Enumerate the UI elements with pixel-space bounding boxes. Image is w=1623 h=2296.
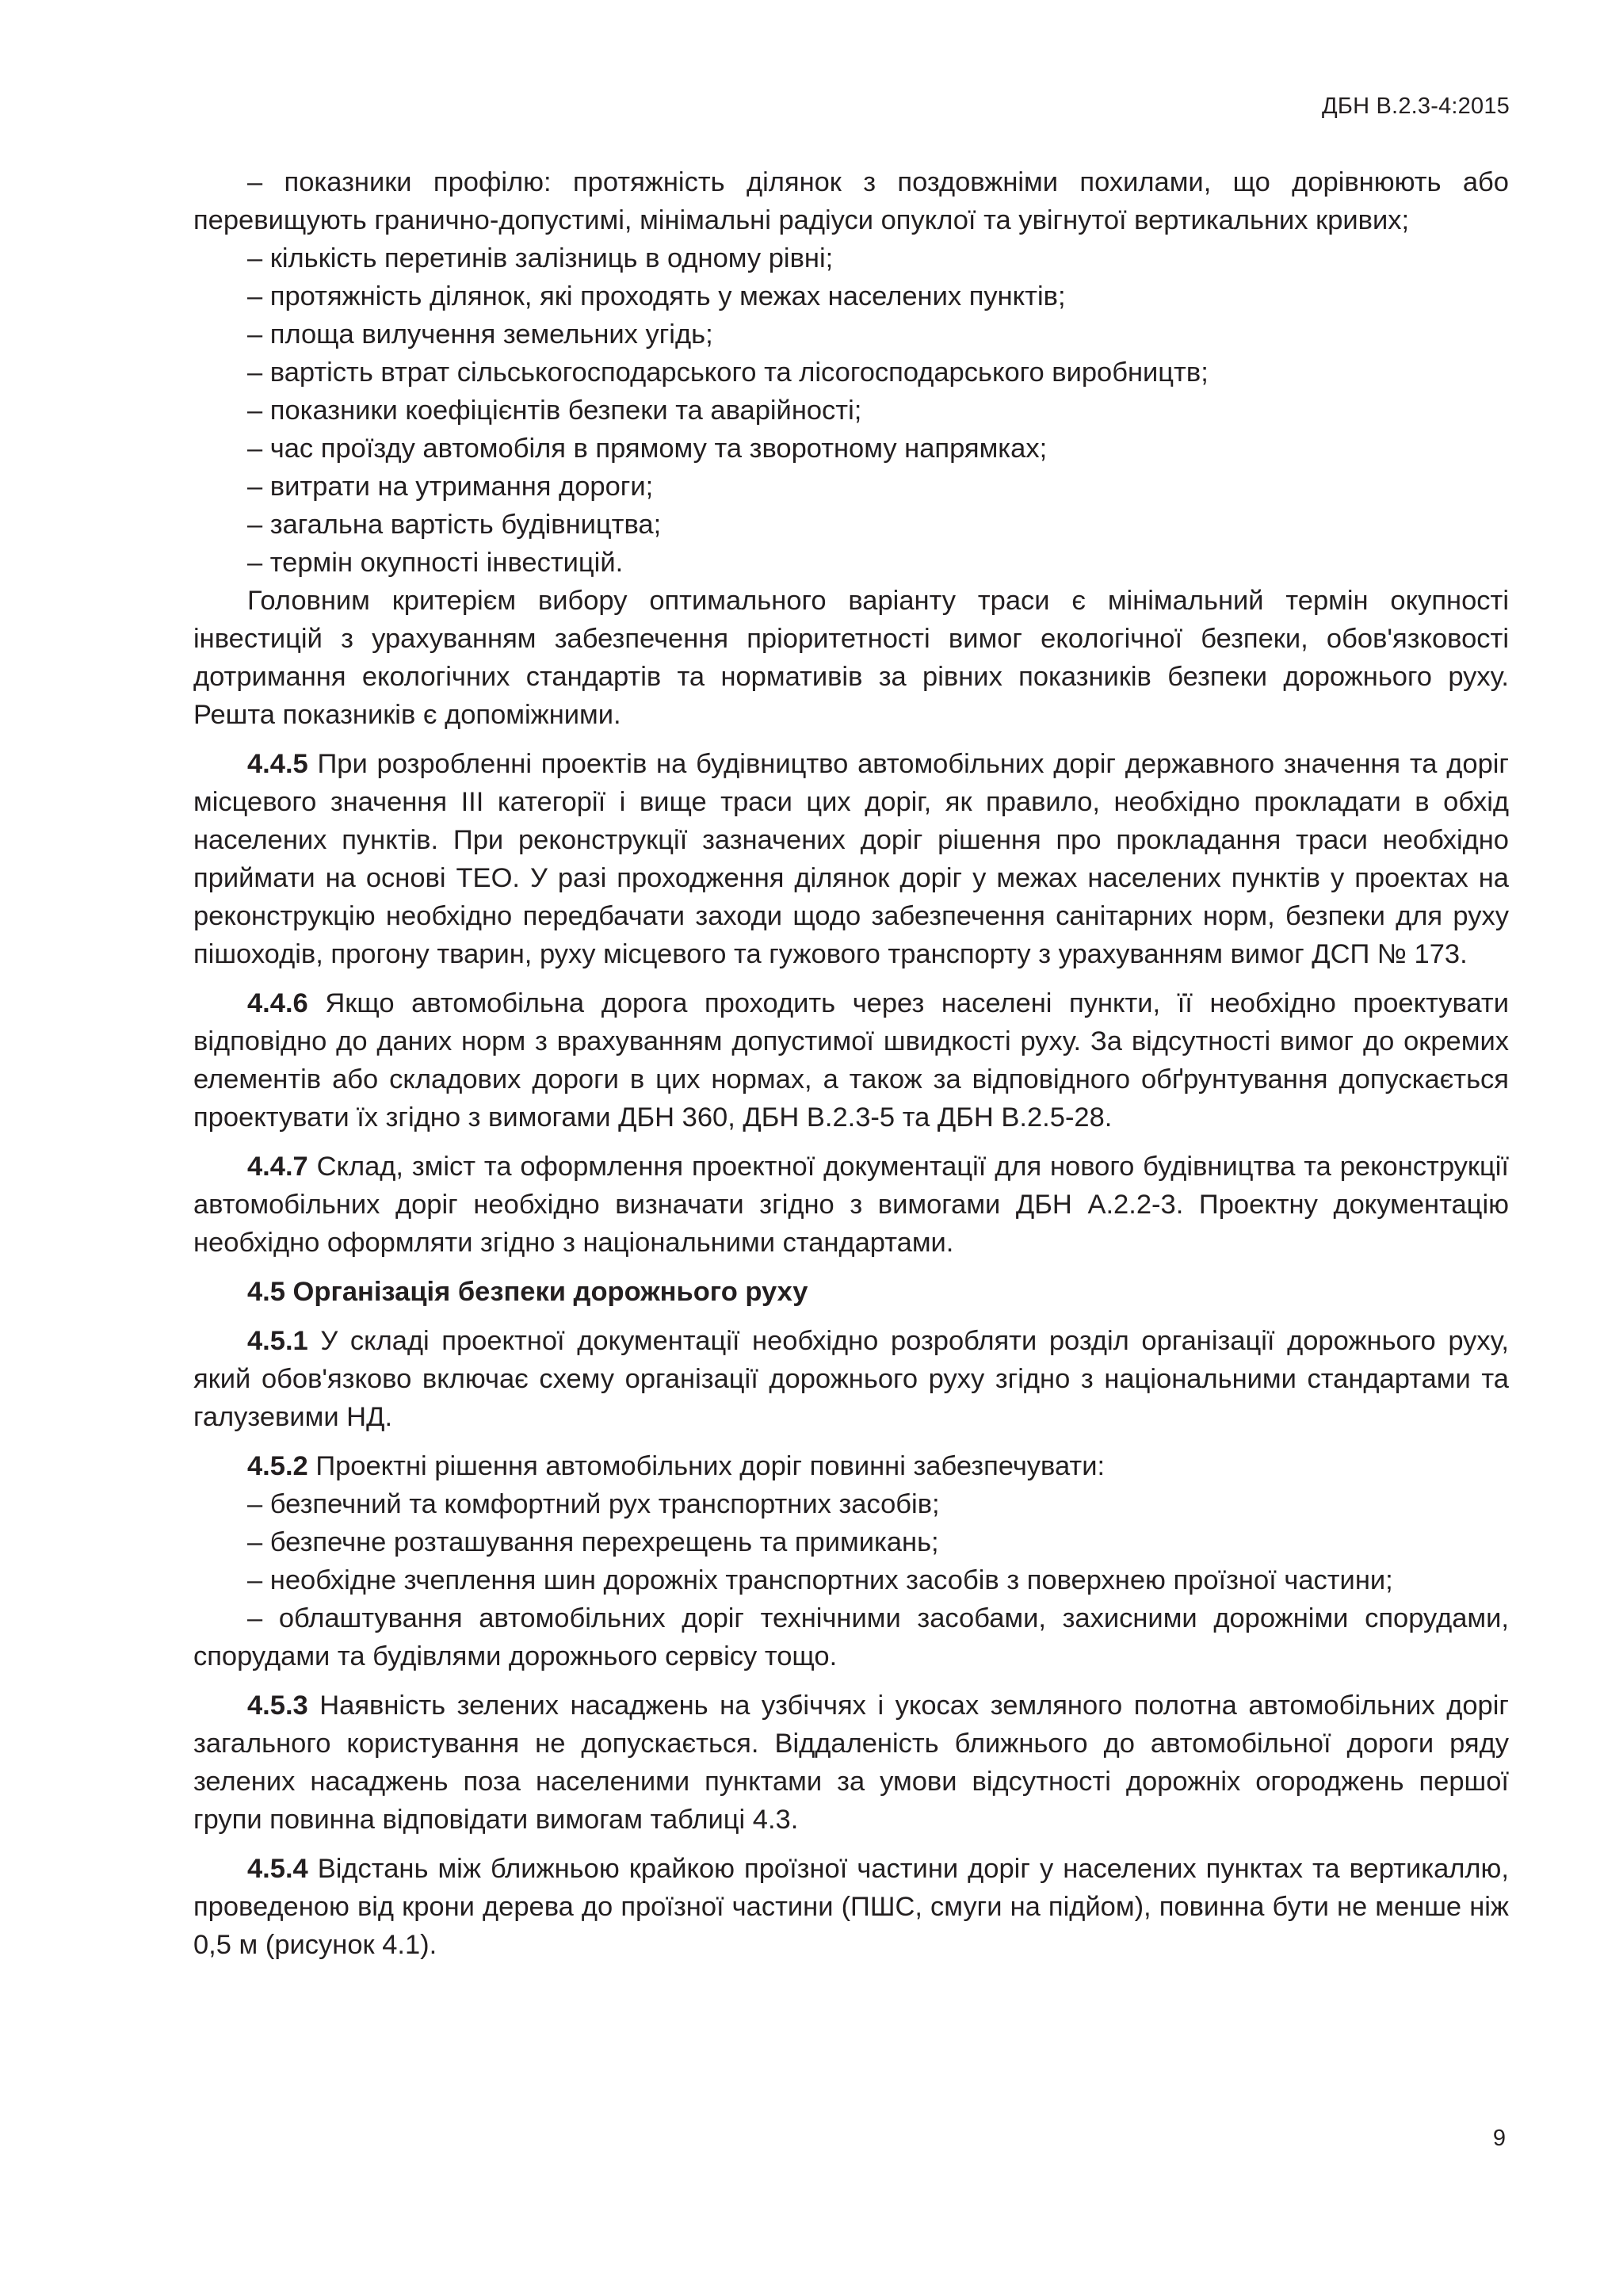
list-item: – показники коефіцієнтів безпеки та аварійності; xyxy=(247,395,862,426)
clause-text: Склад, зміст та оформлення проектної документації для нового будівництва та реконструкції автомобільних доріг необхідно визначати згідно з вимогами ДБН А.2.2-3. Проектну документацію необхідно оформляти згідно з національними стандартами. xyxy=(193,1152,1509,1258)
list-item: – площа вилучення земельних угідь; xyxy=(247,319,713,350)
list-item: – кількість перетинів залізниць в одному рівні; xyxy=(247,243,834,273)
clause-4-4-6 xyxy=(193,984,1509,1137)
page-number: 9 xyxy=(1492,2126,1506,2151)
clause-4-5-3 xyxy=(193,1687,1509,1839)
list-item: – витрати на утримання дороги; xyxy=(247,472,654,502)
clause-number: 4.5.1 xyxy=(247,1326,308,1356)
list-item: – облаштування автомобільних доріг технічними засобами, захисними дорожніми спорудами, спорудами та будівлями дорожнього сервісу тощо. xyxy=(193,1603,1509,1671)
list-item: – необхідне зчеплення шин дорожніх транспортних засобів з поверхнею проїзної частини; xyxy=(247,1565,1393,1595)
list-item: – безпечне розташування перехрещень та примикань; xyxy=(247,1527,939,1557)
list-item: – показники профілю: протяжність ділянок з поздовжніми похилами, що дорівнюють або перевищують гранично-допустимі, мінімальні радіуси опуклої та увігнутої вертикальних кривих; xyxy=(193,167,1509,235)
clause-4-4-5 xyxy=(193,745,1509,973)
list-item: – безпечний та комфортний рух транспортних засобів; xyxy=(247,1489,940,1519)
list-item: – термін окупності інвестицій. xyxy=(247,548,624,578)
clause-text: При розробленні проектів на будівництво автомобільних доріг державного значення та доріг місцевого значення ІІІ категорії і вище траси цих доріг, як правило, необхідно прокладати в обхід населених пунктів. При реконструкції зазначених доріг рішення про прокладання траси необхідно приймати на основі ТЕО. У разі проходження ділянок доріг у межах населених пунктів у проектах на реконструкцію необхідно передбачати заходи щодо забезпечення санітарних норм, безпеки для руху пішоходів, прогону тварин, руху місцевого та гужового транспорту з урахуванням вимог ДСП № 173. xyxy=(193,749,1509,969)
clause-number: 4.5.3 xyxy=(247,1690,308,1721)
clause-number: 4.4.7 xyxy=(247,1152,308,1182)
list-item: – час проїзду автомобіля в прямому та зворотному напрямках; xyxy=(247,434,1048,464)
document-code-header: ДБН В.2.3-4:2015 xyxy=(1322,94,1510,119)
document-body xyxy=(193,163,1509,1964)
clause-text: Проектні рішення автомобільних доріг повинні забезпечувати: xyxy=(307,1451,1106,1481)
clause-number: 4.4.5 xyxy=(247,749,308,779)
clause-text: У складі проектної документації необхідно розробляти розділ організації дорожнього руху, який обов'язково включає схему організації дорожнього руху згідно з національними стандартами та галузевими НД. xyxy=(193,1326,1509,1432)
clause-4-5-4 xyxy=(193,1850,1509,1964)
clause-text: Наявність зелених насаджень на узбіччях і укосах земляного полотна автомобільних доріг загального користування не допускається. Віддаленість ближнього до автомобільної дороги ряду зелених насаджень поза населеними пунктами за умови відсутності дорожніх огороджень першої групи повинна відповідати вимогам таблиці 4.3. xyxy=(193,1690,1509,1835)
clause-number: 4.5.4 xyxy=(247,1854,308,1884)
section-heading-4-5: 4.5 Організація безпеки дорожнього руху xyxy=(247,1277,808,1307)
clause-number: 4.4.6 xyxy=(247,988,308,1018)
list-item: – протяжність ділянок, які проходять у межах населених пунктів; xyxy=(247,281,1066,311)
clause-4-4-7 xyxy=(193,1148,1509,1262)
list-item: – загальна вартість будівництва; xyxy=(247,510,662,540)
clause-text: Відстань між ближньою крайкою проїзної частини доріг у населених пунктах та вертикаллю, проведеною від крони дерева до проїзної частини (ПШС, смуги на підйом), повинна бути не менше ніж 0,5 м (рисунок 4.1). xyxy=(193,1854,1509,1960)
clause-number: 4.5.2 xyxy=(247,1451,308,1481)
list-item: – вартість втрат сільськогосподарського та лісогосподарського виробництв; xyxy=(247,357,1209,388)
clause-4-5-1 xyxy=(193,1322,1509,1436)
clause-text: Якщо автомобільна дорога проходить через населені пункти, її необхідно проектувати відповідно до даних норм з врахуванням допустимої швидкості руху. За відсутності вимог до окремих елементів або складових дороги в цих нормах, а також за відповідного обґрунтування допускається проектувати їх згідно з вимогами ДБН 360, ДБН В.2.3-5 та ДБН В.2.5-28. xyxy=(193,988,1509,1133)
clause-4-5-2 xyxy=(193,1447,1509,1485)
paragraph-main-criterion: Головним критерієм вибору оптимального варіанту траси є мінімальний термін окупності інвестицій з урахуванням забезпечення пріоритетності вимог екологічної безпеки, обов'язковості дотримання екологічних стандартів та нормативів за рівних показників безпеки дорожнього руху. Решта показників є допоміжними. xyxy=(193,586,1509,730)
